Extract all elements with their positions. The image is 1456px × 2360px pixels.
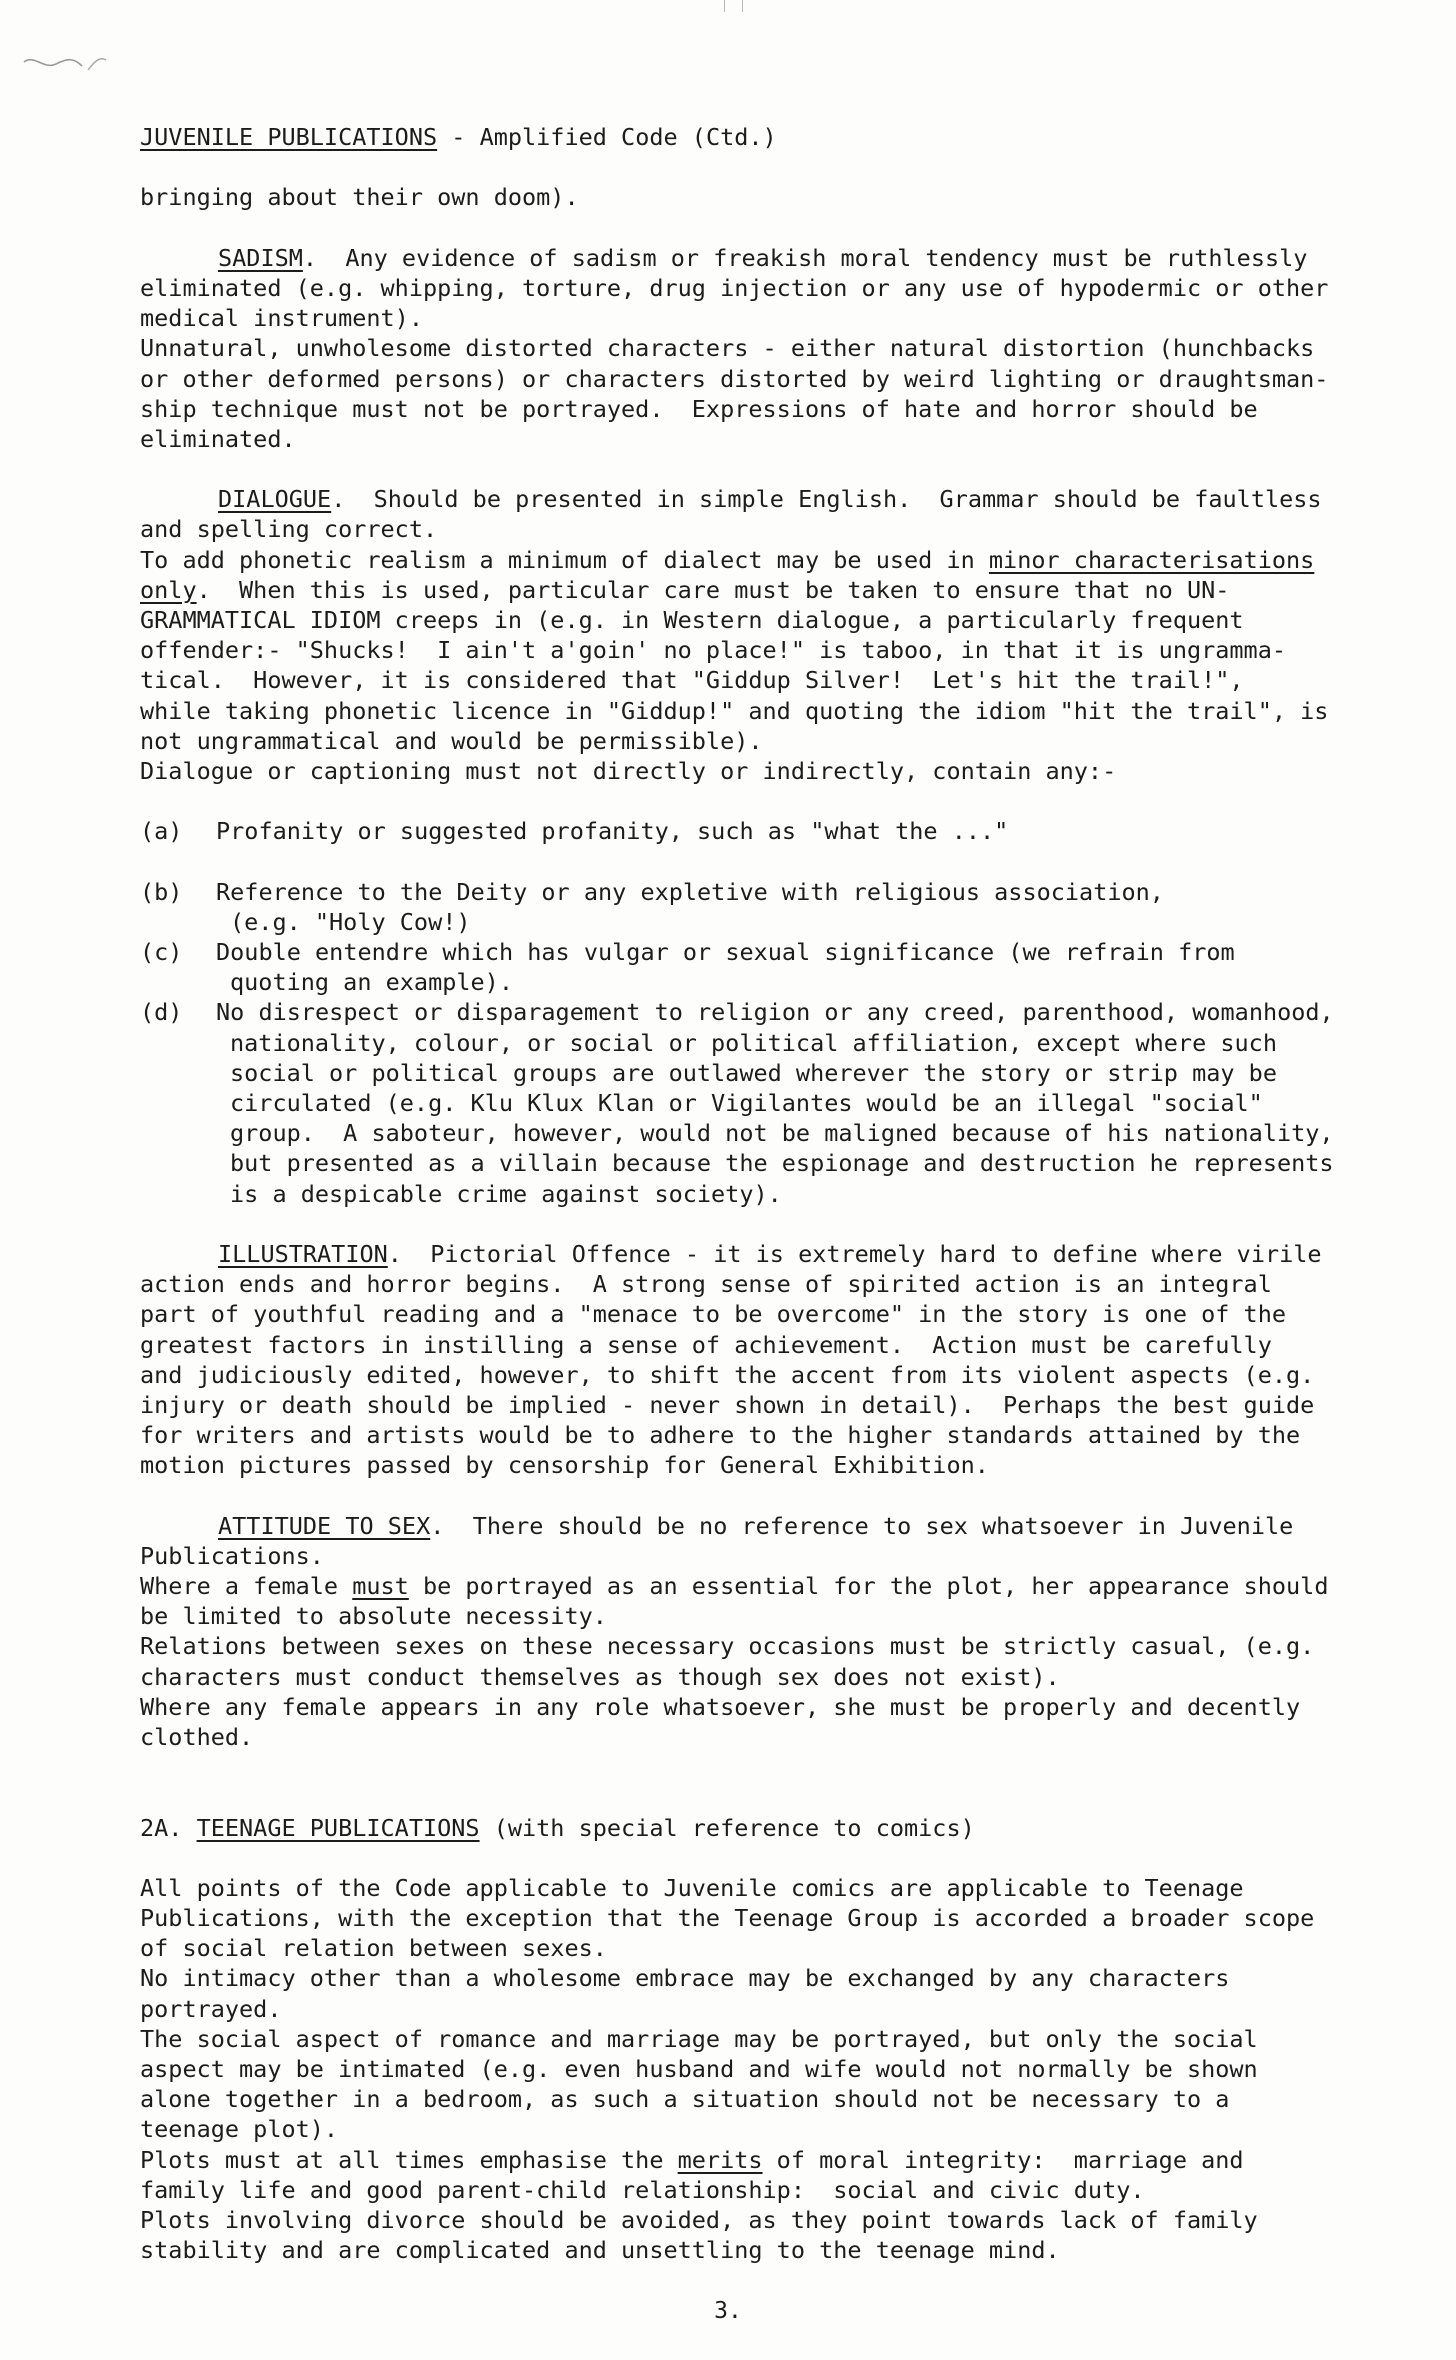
list-item: (b) Reference to the Deity or any expletive with religious association, (e.g. "Holy Cow!) <box>140 877 1164 936</box>
dialogue-heading: DIALOGUE <box>218 485 332 514</box>
document-body <box>140 122 1400 2265</box>
attitude-section: ATTITUDE TO SEX. There should be no reference to sex whatsoever in Juvenile Publications. Where a female must be portrayed as an essential for the plot, her appearance should be limited to absolute necessity. Relations between sexes on these necessary occasions must be strictly casual, (e.g. characters must conduct themselves as though sex does not exist). Where any female appears in any role whatsoever, she must be properly and decently clothed. <box>140 1511 1329 1751</box>
illustration-heading: ILLUSTRATION <box>218 1239 388 1268</box>
teenage-heading: TEENAGE PUBLICATIONS <box>196 1813 480 1842</box>
teenage-heading-line: 2A. TEENAGE PUBLICATIONS (with special reference to comics) <box>140 1813 975 1842</box>
teenage-section: 2A. TEENAGE PUBLICATIONS (with special reference to comics) All points of the Code applicable to Juvenile comics are applicable to Teenage Publications, with the exception that the Teenage Group is accorded a broader scope of social relation between sexes. No intimacy other than a wholesome embrace may be exchanged by any characters portrayed. The social aspect of romance and marriage may be portrayed, but only the social aspect may be intimated (e.g. even husband and wife would not normally be shown alone together in a bedroom, as such a situation should not be necessary to a teenage plot). Plots must at all times emphasise the merits of moral integrity: marriage and family life and good parent-child relationship: social and civic duty. Plots involving divorce should be avoided, as they point towards lack of family stability and are complicated and unsettling to the teenage mind. <box>140 1813 1400 2266</box>
section-title: JUVENILE PUBLICATIONS <box>140 123 438 151</box>
pen-mark-icon <box>22 48 132 78</box>
sadism-heading: SADISM <box>218 243 303 272</box>
illustration-section: ILLUSTRATION. Pictorial Offence - it is extremely hard to define where virile action ends and horror begins. A strong sense of spirited action is an integral part of youthful reading and a "menace to be overcome" in the story is one of the greatest factors in instilling a sense of achievement. Action must be carefully and judiciously edited, however, to shift the accent from its violent aspects (e.g. injury or death should be implied - never shown in detail). Perhaps the best guide for writers and artists would be to adhere to the higher standards attained by the motion pictures passed by censorship for General Exhibition. <box>140 1239 1322 1480</box>
continuation-line: bringing about their own doom). <box>140 183 579 212</box>
list-marker: (d) <box>140 998 183 1027</box>
list-item: (a) Profanity or suggested profanity, such as "what the ..." <box>140 817 1009 846</box>
list-item: (c) Double entendre which has vulgar or sexual significance (we refrain from quoting an example). <box>140 938 1235 997</box>
sadism-section: SADISM. Any evidence of sadism or freakish moral tendency must be ruthlessly eliminated (e.g. whipping, torture, drug injection or any use of hypodermic or other medical instrument). Unnatural, unwholesome distorted characters - either natural distortion (hunchbacks or other deformed persons) or characters distorted by weird lighting or draughtsman- ship technique must not be portrayed. Expressions of hate and horror should be eliminated. <box>140 243 1329 453</box>
list-marker: (c) <box>140 938 183 967</box>
list-item: (d) No disrespect or disparagement to religion or any creed, parenthood, womanhood, nationality, colour, or social or political affiliation, except where such social or political groups are outlawed wherever the story or strip may be circulated (e.g. Klu Klux Klan or Vigilantes would be an illegal "social" group. A saboteur, however, would not be maligned because of his nationality, but presented as a villain because the espionage and destruction he represents is a despicable crime against society). <box>140 998 1334 1208</box>
dialogue-section: DIALOGUE. Should be presented in simple English. Grammar should be faultless and spelling correct. To add phonetic realism a minimum of dialect may be used in minor characterisations only. When this is used, particular care must be taken to ensure that no UN- GRAMMATICAL IDIOM creeps in (e.g. in Western dialogue, a particularly frequent offender:- "Shucks! I ain't a'goin' no place!" is taboo, in that it is ungramma- tical. However, it is considered that "Giddup Silver! Let's hit the trail!", while taking phonetic licence in "Giddup!" and quoting the idiom "hit the trail", is not ungrammatical and would be permissible). Dialogue or captioning must not directly or indirectly, contain any:- (a) Profanity or suggested profanity, such as "what the ..." (b) Reference to the Deity or any expletive with religious association, (e.g. "Holy Cow!) (c) Double entendre which has vulgar or sexual significance (we refrain from quoting an example). (d) No disrespect or disparagement to religion or any creed, parenthood, womanhood, nationality, colour, or social or political affiliation, except where such social or political groups are outlawed wherever the story or strip may be circulated (e.g. Klu Klux Klan or Vigilantes would be an illegal "social" group. A saboteur, however, would not be maligned because of his nationality, but presented as a villain because the espionage and destruction he represents is a despicable crime against society). <box>140 484 1400 1209</box>
list-marker: (a) <box>140 817 183 846</box>
attitude-heading: ATTITUDE TO SEX <box>218 1511 431 1540</box>
list-marker: (b) <box>140 877 183 906</box>
page-number: 3. <box>714 2298 742 2324</box>
section-subtitle: - Amplified Code (Ctd.) <box>437 123 777 151</box>
page-heading <box>140 122 1400 152</box>
edge-mark <box>724 0 725 12</box>
edge-mark <box>742 0 743 12</box>
